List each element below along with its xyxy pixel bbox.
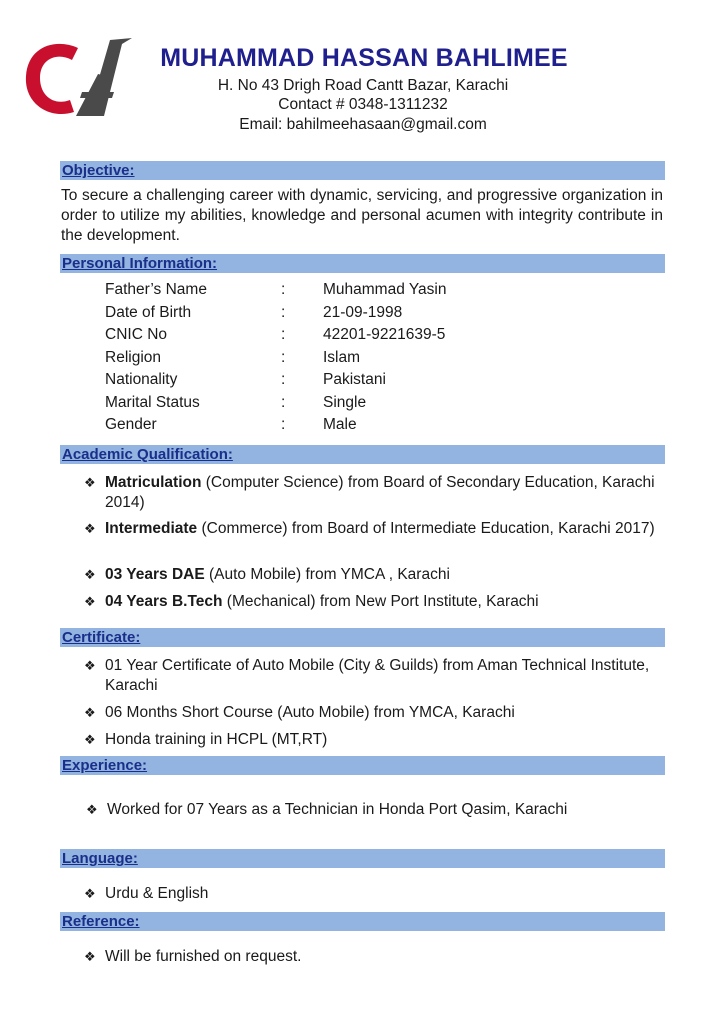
section-reference [60, 912, 665, 931]
info-label: Gender [105, 416, 157, 433]
cv-logo-icon [18, 34, 136, 126]
language-text: Urdu & English [105, 885, 209, 902]
info-label: Father’s Name [105, 281, 207, 298]
certificate-text: 06 Months Short Course (Auto Mobile) from YMCA, Karachi [105, 704, 515, 721]
email: Email: bahilmeehasaan@gmail.com [239, 116, 487, 133]
info-separator: : [281, 304, 286, 321]
qualification-title: Intermediate [105, 520, 198, 537]
section-heading: Objective: [62, 162, 135, 179]
info-value: 42201-9221639-5 [323, 326, 446, 343]
info-label: Nationality [105, 371, 178, 388]
bullet-icon: ❖ [86, 802, 98, 817]
info-row-gender [105, 416, 505, 438]
info-label: CNIC No [105, 326, 168, 343]
bullet-icon: ❖ [84, 949, 96, 964]
info-value: Islam [323, 349, 361, 366]
info-separator: : [281, 349, 286, 366]
qualification-detail: (Auto Mobile) from YMCA , Karachi [204, 566, 450, 583]
info-value: Single [323, 394, 367, 411]
bullet-icon: ❖ [84, 594, 96, 609]
contact-number: Contact # 0348-1311232 [278, 96, 448, 113]
section-heading: Personal Information: [62, 255, 218, 272]
info-label: Date of Birth [105, 304, 192, 321]
info-value: Muhammad Yasin [323, 281, 447, 298]
bullet-icon: ❖ [84, 886, 96, 901]
section-certificate [60, 628, 665, 647]
section-language [60, 849, 665, 868]
qualification-detail: (Computer Science) from Board of Secondary Education, Karachi 2014) [105, 474, 655, 511]
section-heading: Language: [62, 850, 138, 867]
info-label: Marital Status [105, 394, 200, 411]
section-personal-info [60, 254, 665, 273]
qualification-detail: (Commerce) from Board of Intermediate Education, Karachi 2017) [197, 520, 655, 537]
reference-text: Will be furnished on request. [105, 948, 302, 965]
section-objective [60, 161, 665, 180]
certificate-text: 01 Year Certificate of Auto Mobile (City & Guilds) from Aman Technical Institute, Karachi [105, 657, 650, 694]
bullet-icon: ❖ [84, 732, 96, 747]
info-row-fathers-name [105, 281, 505, 303]
info-row-cnic [105, 326, 505, 348]
experience-text: Worked for 07 Years as a Technician in Honda Port Qasim, Karachi [107, 801, 568, 818]
candidate-name: MUHAMMAD HASSAN BAHLIMEE [160, 44, 568, 72]
info-separator: : [281, 281, 286, 298]
section-heading: Experience: [62, 757, 148, 774]
section-academic [60, 445, 665, 464]
info-separator: : [281, 326, 286, 343]
info-label: Religion [105, 349, 162, 366]
section-heading: Reference: [62, 913, 140, 930]
objective-text: To secure a challenging career with dynamic, servicing, and progressive organization in order to utilize my abilities, knowledge and personal acumen with integrity contribute in the development. [61, 187, 663, 244]
qualification-title: 03 Years DAE [105, 566, 205, 583]
info-row-nationality [105, 371, 505, 393]
info-row-religion [105, 349, 505, 371]
info-row-marital-status [105, 394, 505, 416]
qualification-title: 04 Years B.Tech [105, 593, 223, 610]
bullet-icon: ❖ [84, 521, 96, 536]
bullet-icon: ❖ [84, 705, 96, 720]
info-value: Pakistani [323, 371, 386, 388]
section-heading: Academic Qualification: [62, 446, 233, 463]
bullet-icon: ❖ [84, 567, 96, 582]
certificate-text: Honda training in HCPL (MT,RT) [105, 731, 328, 748]
info-row-date-of-birth [105, 304, 505, 326]
info-separator: : [281, 394, 286, 411]
info-separator: : [281, 371, 286, 388]
qualification-detail: (Mechanical) from New Port Institute, Karachi [222, 593, 539, 610]
info-value: 21-09-1998 [323, 304, 403, 321]
address: H. No 43 Drigh Road Cantt Bazar, Karachi [217, 77, 509, 94]
info-value: Male [323, 416, 357, 433]
bullet-icon: ❖ [84, 475, 96, 490]
section-experience [60, 756, 665, 775]
info-separator: : [281, 416, 286, 433]
bullet-icon: ❖ [84, 658, 96, 673]
section-heading: Certificate: [62, 629, 141, 646]
qualification-title: Matriculation [105, 474, 202, 491]
